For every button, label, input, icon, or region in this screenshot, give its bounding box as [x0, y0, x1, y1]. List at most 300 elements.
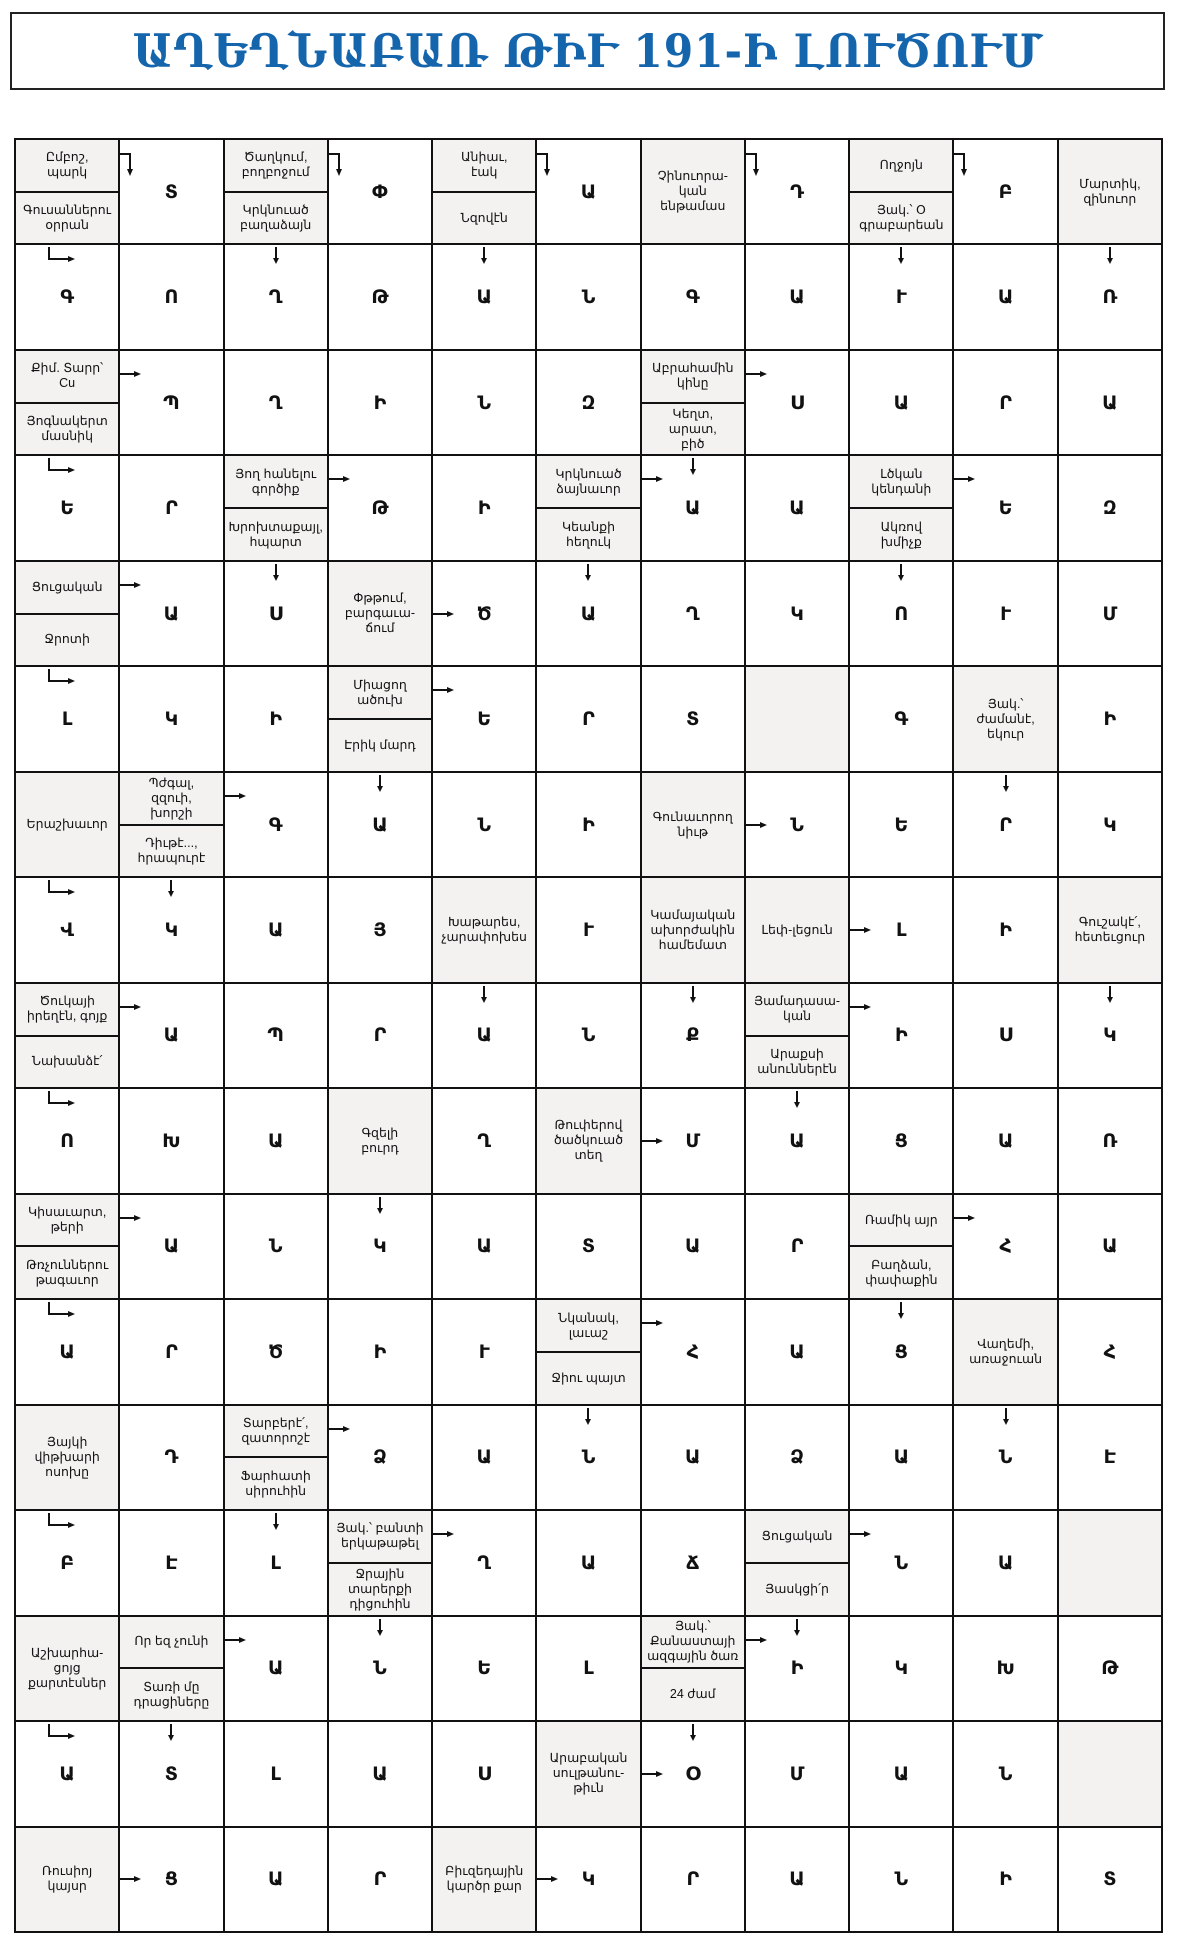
answer-cell[interactable] [537, 1828, 639, 1931]
answer-letter: Լ [583, 1657, 594, 1680]
answer-cell[interactable] [225, 351, 327, 454]
answer-letter: Ա [1102, 391, 1118, 414]
clue-cell [329, 667, 431, 770]
answer-cell[interactable] [329, 1300, 431, 1403]
answer-cell[interactable] [433, 1195, 535, 1298]
arrow-down-icon [271, 564, 281, 582]
answer-cell[interactable] [746, 1195, 848, 1298]
answer-cell[interactable] [1059, 456, 1161, 559]
answer-letter: Ա [893, 391, 910, 414]
answer-cell[interactable] [746, 1828, 848, 1931]
answer-letter: Ի [373, 1340, 387, 1363]
answer-cell[interactable] [433, 1406, 535, 1509]
answer-letter: Ն [581, 1446, 596, 1469]
answer-cell[interactable] [433, 245, 535, 348]
answer-cell[interactable] [329, 1828, 431, 1931]
answer-cell[interactable] [642, 1828, 744, 1931]
arrow-down-icon [792, 1091, 802, 1109]
answer-cell[interactable] [954, 1089, 1056, 1192]
answer-letter: Պ [163, 391, 180, 414]
answer-cell[interactable] [120, 562, 222, 665]
answer-letter: Պ [267, 1024, 284, 1047]
answer-letter: Հ [686, 1340, 699, 1363]
answer-cell[interactable] [16, 1089, 118, 1192]
answer-cell[interactable] [329, 456, 431, 559]
answer-cell[interactable] [850, 1722, 952, 1825]
answer-cell[interactable] [746, 562, 848, 665]
clue-text: Կիսաւարտ, թերի [27, 1205, 107, 1235]
clue-text: Թռչուններու թագաւոր [25, 1257, 109, 1287]
answer-letter: Ա [580, 1551, 597, 1574]
answer-cell[interactable] [16, 667, 118, 770]
answer-cell[interactable] [16, 456, 118, 559]
answer-letter: Տ [164, 1762, 178, 1785]
answer-cell[interactable] [16, 1300, 118, 1403]
answer-cell[interactable] [225, 1195, 327, 1298]
answer-cell[interactable] [120, 1722, 222, 1825]
clue-cell [433, 140, 535, 243]
answer-cell[interactable] [746, 1406, 848, 1509]
arrow-turn-down-icon [537, 152, 561, 178]
answer-cell[interactable] [433, 984, 535, 1087]
answer-cell[interactable] [954, 140, 1056, 243]
answer-cell[interactable] [433, 667, 535, 770]
clue-text: Ջրային տարերքի դիցուհին [347, 1566, 412, 1611]
answer-cell[interactable] [954, 1406, 1056, 1509]
arrow-right-icon [537, 1874, 559, 1884]
answer-letter: Ձ [790, 1446, 804, 1469]
arrow-down-icon [688, 986, 698, 1004]
answer-cell[interactable] [120, 1300, 222, 1403]
answer-cell[interactable] [225, 1511, 327, 1614]
clue-bottom [120, 1669, 222, 1720]
answer-cell[interactable] [433, 1511, 535, 1614]
answer-cell[interactable] [642, 1406, 744, 1509]
clue-cell [746, 984, 848, 1087]
clue-bottom [537, 1353, 639, 1404]
answer-cell[interactable] [746, 773, 848, 876]
answer-cell[interactable] [537, 245, 639, 348]
answer-cell[interactable] [850, 1828, 952, 1931]
clue-cell [16, 351, 118, 454]
answer-cell[interactable] [642, 1722, 744, 1825]
answer-letter: Ւ [583, 919, 594, 942]
answer-letter: Ն [373, 1657, 387, 1680]
answer-cell[interactable] [433, 1089, 535, 1192]
clue-text: Յակ.՝ Քանաստայի ազգային ծառ [647, 1619, 739, 1664]
answer-cell[interactable] [642, 1511, 744, 1614]
arrow-right-icon [746, 1635, 768, 1645]
answer-letter: Մ [789, 1762, 805, 1785]
answer-cell[interactable] [329, 1406, 431, 1509]
answer-cell[interactable] [954, 456, 1056, 559]
answer-cell[interactable] [537, 1406, 639, 1509]
clue-top [329, 667, 431, 718]
answer-letter: Ա [59, 1762, 75, 1785]
answer-cell[interactable] [16, 245, 118, 348]
clue-cell [120, 773, 222, 876]
answer-cell[interactable] [537, 1195, 639, 1298]
answer-cell[interactable] [537, 773, 639, 876]
answer-cell[interactable] [120, 456, 222, 559]
clue-top [225, 456, 327, 507]
clue-cell [1059, 878, 1161, 981]
clue-cell [850, 456, 952, 559]
clue-text: Յոգնակերտ մասնիկ [26, 414, 108, 444]
clue-cell [225, 140, 327, 243]
answer-cell[interactable] [746, 140, 848, 243]
answer-cell[interactable] [225, 245, 327, 348]
answer-cell[interactable] [1059, 1195, 1161, 1298]
clue-text: Նկանակ, լաւաշ [558, 1310, 619, 1340]
answer-cell[interactable] [746, 1617, 848, 1720]
clue-cell [642, 773, 744, 876]
answer-cell[interactable] [537, 667, 639, 770]
answer-cell[interactable] [433, 1300, 535, 1403]
answer-letter: Ի [582, 813, 595, 836]
answer-letter: Ի [894, 1024, 908, 1047]
answer-cell[interactable] [1059, 773, 1161, 876]
answer-letter: Ն [998, 1446, 1013, 1469]
answer-letter: Ա [59, 1340, 75, 1363]
arrow-down-icon [1001, 775, 1011, 793]
answer-cell[interactable] [1059, 245, 1161, 348]
answer-letter: Յ [373, 919, 387, 942]
clue-text: Արաբական սուլթանու- թիւն [549, 1751, 628, 1796]
answer-letter: Լ [270, 1551, 281, 1574]
split-clue [120, 773, 222, 876]
answer-letter: Ա [789, 286, 805, 309]
clue-top [16, 562, 118, 613]
answer-cell[interactable] [954, 1195, 1056, 1298]
answer-letter: Ք [686, 1024, 700, 1047]
answer-cell[interactable] [225, 1617, 327, 1720]
clue-text: Խաթարես, չարափոխես [441, 915, 527, 945]
answer-cell[interactable] [642, 984, 744, 1087]
answer-cell[interactable] [225, 984, 327, 1087]
answer-cell[interactable] [1059, 667, 1161, 770]
split-clue [329, 667, 431, 770]
answer-cell[interactable] [225, 667, 327, 770]
answer-letter: Լ [896, 919, 907, 942]
answer-letter: Ա [789, 1129, 805, 1152]
clue-text: 24 ժամ [669, 1687, 716, 1702]
split-clue [225, 140, 327, 243]
answer-cell[interactable] [329, 1617, 431, 1720]
answer-cell[interactable] [120, 245, 222, 348]
clue-text: Ռուսիոյ կայսր [41, 1864, 93, 1894]
answer-cell[interactable] [433, 773, 535, 876]
answer-cell[interactable] [642, 1195, 744, 1298]
clue-cell [746, 1511, 848, 1614]
clue-cell [537, 1722, 639, 1825]
answer-cell[interactable] [433, 1617, 535, 1720]
answer-cell[interactable] [329, 878, 431, 981]
answer-letter: Խ [996, 1657, 1015, 1680]
arrow-right-icon [954, 1213, 976, 1223]
answer-letter: Ծ [476, 602, 492, 625]
clue-top [120, 1617, 222, 1668]
answer-cell[interactable] [537, 1511, 639, 1614]
answer-letter: Ն [894, 1868, 909, 1891]
answer-cell[interactable] [120, 1195, 222, 1298]
answer-letter: Ա [163, 602, 180, 625]
answer-cell[interactable] [850, 562, 952, 665]
answer-cell[interactable] [120, 1828, 222, 1931]
answer-cell[interactable] [1059, 984, 1161, 1087]
answer-cell[interactable] [954, 351, 1056, 454]
clue-text: Քիմ. Տարր՝ Cu [31, 361, 104, 391]
split-clue [16, 140, 118, 243]
arrow-bend-right-icon [47, 1724, 77, 1740]
answer-cell[interactable] [537, 351, 639, 454]
clue-text: Աբրահամին կինը [652, 361, 734, 391]
answer-cell[interactable] [850, 1617, 952, 1720]
answer-cell[interactable] [120, 1511, 222, 1614]
answer-cell[interactable] [746, 1722, 848, 1825]
arrow-down-icon [1001, 1408, 1011, 1426]
answer-cell[interactable] [225, 1828, 327, 1931]
answer-cell[interactable] [746, 1300, 848, 1403]
answer-letter: Ո [60, 1129, 75, 1152]
answer-cell[interactable] [537, 1617, 639, 1720]
answer-cell[interactable] [225, 1089, 327, 1192]
answer-letter: Ա [893, 1446, 910, 1469]
answer-cell[interactable] [1059, 1300, 1161, 1403]
answer-cell[interactable] [954, 245, 1056, 348]
answer-letter: Բ [60, 1551, 75, 1574]
answer-cell[interactable] [642, 245, 744, 348]
clue-text: Յայկի վիթխարի ոսոխը [34, 1434, 100, 1479]
answer-cell[interactable] [16, 1511, 118, 1614]
answer-cell[interactable] [120, 140, 222, 243]
answer-letter: Ա [476, 1446, 492, 1469]
answer-cell[interactable] [1059, 351, 1161, 454]
clue-text: Ակռով խմիչք [880, 519, 923, 549]
clue-bottom [642, 1669, 744, 1720]
answer-letter: Ց [894, 1340, 908, 1363]
answer-cell[interactable] [120, 984, 222, 1087]
answer-cell[interactable] [850, 984, 952, 1087]
answer-cell[interactable] [329, 351, 431, 454]
clue-bottom [16, 404, 118, 455]
clue-text: Ցուցական [761, 1528, 833, 1543]
answer-cell[interactable] [329, 773, 431, 876]
answer-letter: Ծ [268, 1340, 284, 1363]
answer-cell[interactable] [850, 878, 952, 981]
arrow-right-icon [642, 1318, 664, 1328]
arrow-right-icon [329, 1424, 351, 1434]
answer-cell[interactable] [329, 984, 431, 1087]
clue-top [537, 456, 639, 507]
answer-cell[interactable] [16, 1722, 118, 1825]
clue-text: Յակ.՝ Օ գրաբարեան [859, 203, 944, 233]
arrow-down-icon [166, 1724, 176, 1742]
answer-cell[interactable] [954, 1617, 1056, 1720]
answer-letter: Կ [1103, 1024, 1117, 1047]
answer-letter: Զ [581, 391, 596, 414]
answer-cell[interactable] [850, 351, 952, 454]
answer-cell[interactable] [537, 984, 639, 1087]
clue-text: Խրոխտաքայլ, հպարտ [228, 519, 323, 549]
clue-cell [120, 1617, 222, 1720]
clue-bottom [433, 193, 535, 244]
split-clue [642, 1617, 744, 1720]
answer-letter: Ի [477, 497, 491, 520]
answer-cell[interactable] [225, 1300, 327, 1403]
answer-letter: Ի [373, 391, 387, 414]
answer-letter: Ց [164, 1868, 179, 1891]
clue-cell [16, 1195, 118, 1298]
answer-cell[interactable] [537, 140, 639, 243]
arrow-turn-down-icon [120, 152, 144, 178]
answer-cell[interactable] [746, 1089, 848, 1192]
answer-cell[interactable] [1059, 1617, 1161, 1720]
answer-cell[interactable] [329, 245, 431, 348]
clue-cell [642, 351, 744, 454]
clue-text: Փթթում, բարգաւա- ճում [344, 591, 416, 636]
answer-letter: Կ [581, 1868, 596, 1891]
answer-cell[interactable] [225, 773, 327, 876]
clue-text: Աշխարհա- ցոյց քարտէսներ [27, 1645, 107, 1690]
answer-cell[interactable] [642, 1089, 744, 1192]
answer-cell[interactable] [433, 456, 535, 559]
answer-cell[interactable] [954, 773, 1056, 876]
answer-cell[interactable] [850, 1300, 952, 1403]
answer-cell[interactable] [537, 562, 639, 665]
arrow-turn-down-icon [746, 152, 770, 178]
blank-cell [1059, 1511, 1161, 1614]
answer-cell[interactable] [537, 878, 639, 981]
answer-letter: Կ [790, 602, 804, 625]
answer-cell[interactable] [120, 878, 222, 981]
answer-letter: Ա [267, 1657, 284, 1680]
arrow-right-icon [642, 1136, 664, 1146]
arrow-down-icon [375, 1197, 385, 1215]
answer-letter: Ա [476, 1235, 492, 1258]
answer-cell[interactable] [954, 878, 1056, 981]
answer-cell[interactable] [329, 1195, 431, 1298]
answer-letter: Կ [164, 708, 179, 731]
answer-cell[interactable] [850, 1511, 952, 1614]
arrow-right-icon [746, 369, 768, 379]
answer-letter: Ա [789, 1868, 805, 1891]
split-clue [746, 984, 848, 1087]
answer-cell[interactable] [1059, 1828, 1161, 1931]
clue-text: Յամադասա- կան [753, 994, 841, 1024]
clue-text: Տառի մը դրացիները [133, 1679, 210, 1709]
answer-cell[interactable] [954, 984, 1056, 1087]
page-title: ԱՂԵՂՆԱԲԱՌ ԹԻՒ 191-Ի ԼՈՒԾՈՒՄ [132, 24, 1043, 78]
answer-letter: Կ [1103, 813, 1117, 836]
answer-cell[interactable] [850, 667, 952, 770]
answer-cell[interactable] [954, 1722, 1056, 1825]
answer-cell[interactable] [954, 1828, 1056, 1931]
answer-letter: Ր [582, 708, 595, 731]
answer-letter: Դ [790, 180, 804, 203]
arrow-right-icon [120, 369, 142, 379]
clue-cell [16, 140, 118, 243]
answer-cell[interactable] [120, 351, 222, 454]
split-clue [16, 984, 118, 1087]
answer-letter: Զ [1102, 497, 1117, 520]
answer-letter: Ա [476, 1024, 492, 1047]
clue-text: Դիւթէ..., հրապուրէ [137, 835, 206, 865]
arrow-right-icon [850, 1529, 872, 1539]
answer-cell[interactable] [225, 878, 327, 981]
answer-cell[interactable] [642, 1300, 744, 1403]
clue-text: Որ եզ չունի [134, 1634, 209, 1649]
answer-cell[interactable] [746, 456, 848, 559]
answer-cell[interactable] [1059, 1089, 1161, 1192]
answer-cell[interactable] [16, 878, 118, 981]
arrow-bend-right-icon [47, 880, 77, 896]
answer-letter: Ր [165, 497, 178, 520]
clue-cell [850, 140, 952, 243]
answer-cell[interactable] [120, 667, 222, 770]
answer-cell[interactable] [1059, 562, 1161, 665]
answer-cell[interactable] [433, 562, 535, 665]
clue-text: Կրկնուած ձայնաւոր [555, 466, 622, 496]
clue-text: Յասկցի՛ր [765, 1581, 829, 1596]
arrow-right-icon [850, 1002, 872, 1012]
answer-cell[interactable] [850, 1089, 952, 1192]
answer-cell[interactable] [329, 1722, 431, 1825]
clue-cell [16, 1406, 118, 1509]
answer-letter: Ա [685, 1235, 701, 1258]
answer-letter: Թ [1101, 1657, 1119, 1680]
answer-cell[interactable] [642, 456, 744, 559]
answer-letter: Դ [164, 1446, 179, 1469]
clue-top [850, 140, 952, 191]
answer-cell[interactable] [225, 562, 327, 665]
arrow-right-icon [433, 1529, 455, 1539]
answer-cell[interactable] [850, 245, 952, 348]
answer-cell[interactable] [1059, 1406, 1161, 1509]
answer-cell[interactable] [954, 562, 1056, 665]
clue-top [16, 1195, 118, 1246]
arrow-right-icon [120, 1874, 142, 1884]
split-clue [850, 140, 952, 243]
answer-letter: Ն [581, 286, 596, 309]
answer-cell[interactable] [746, 351, 848, 454]
answer-cell[interactable] [225, 1722, 327, 1825]
answer-cell[interactable] [120, 1089, 222, 1192]
answer-cell[interactable] [433, 1722, 535, 1825]
arrow-down-icon [688, 458, 698, 476]
answer-letter: Թ [371, 497, 389, 520]
answer-letter: Խ [162, 1129, 181, 1152]
arrow-bend-right-icon [47, 1302, 77, 1318]
answer-letter: Ղ [477, 1129, 492, 1152]
answer-cell[interactable] [433, 351, 535, 454]
clue-bottom [329, 1564, 431, 1615]
clue-bottom [225, 509, 327, 560]
clue-top [850, 1195, 952, 1246]
answer-cell[interactable] [850, 773, 952, 876]
answer-cell[interactable] [642, 667, 744, 770]
arrow-down-icon [896, 564, 906, 582]
answer-cell[interactable] [329, 140, 431, 243]
answer-cell[interactable] [120, 1406, 222, 1509]
answer-cell[interactable] [746, 245, 848, 348]
crossword-grid [14, 138, 1163, 1933]
arrow-down-icon [1105, 986, 1115, 1004]
answer-cell[interactable] [850, 1406, 952, 1509]
answer-cell[interactable] [954, 1511, 1056, 1614]
answer-cell[interactable] [642, 562, 744, 665]
arrow-bend-right-icon [47, 669, 77, 685]
